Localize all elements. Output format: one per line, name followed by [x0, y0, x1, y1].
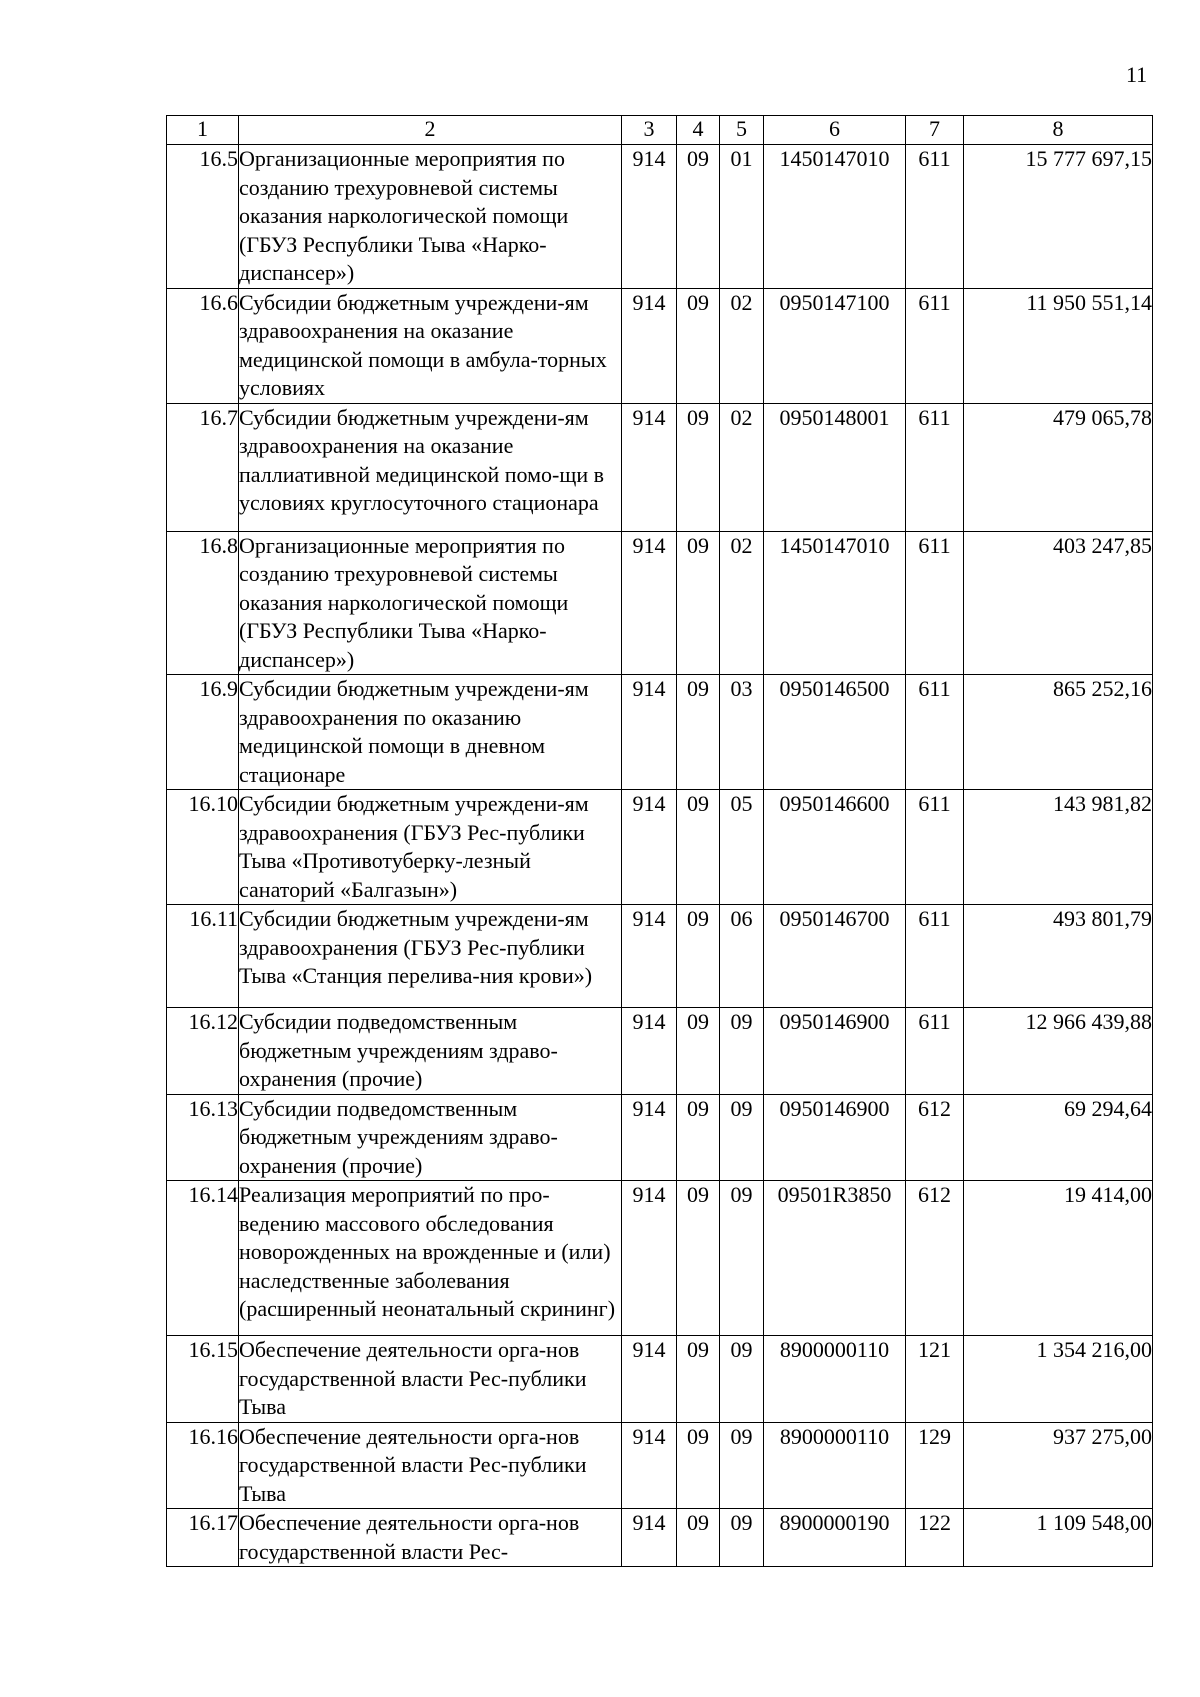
- column-header: 7: [906, 116, 964, 145]
- ministry-code: 914: [622, 145, 677, 289]
- expense-type-code: 611: [906, 675, 964, 790]
- subsection-code: 02: [720, 403, 764, 531]
- expense-description: Обеспечение деятельности орга-нов государственной власти Рес-публики Тыва: [239, 1422, 622, 1509]
- expense-type-code: 129: [906, 1422, 964, 1509]
- expense-type-code: 611: [906, 905, 964, 1008]
- section-code: 09: [677, 1509, 720, 1567]
- expense-type-code: 611: [906, 145, 964, 289]
- target-article-code: 0950148001: [764, 403, 906, 531]
- ministry-code: 914: [622, 790, 677, 905]
- subsection-code: 09: [720, 1181, 764, 1336]
- target-article-code: 0950146600: [764, 790, 906, 905]
- ministry-code: 914: [622, 403, 677, 531]
- subsection-code: 09: [720, 1008, 764, 1095]
- row-number: 16.6: [167, 288, 239, 403]
- expense-description: Организационные мероприятия по созданию трехуровневой системы оказания наркологической помощи (ГБУЗ Республики Тыва «Нарко-диспансер»): [239, 531, 622, 675]
- subsection-code: 09: [720, 1094, 764, 1181]
- section-code: 09: [677, 1094, 720, 1181]
- subsection-code: 02: [720, 531, 764, 675]
- section-code: 09: [677, 531, 720, 675]
- amount: 15 777 697,15: [964, 145, 1153, 289]
- expense-description: Субсидии подведомственным бюджетным учреждениям здраво-охранения (прочие): [239, 1094, 622, 1181]
- ministry-code: 914: [622, 1336, 677, 1423]
- table-row: [167, 905, 1153, 1008]
- target-article-code: 0950146900: [764, 1008, 906, 1095]
- target-article-code: 1450147010: [764, 145, 906, 289]
- expense-type-code: 611: [906, 531, 964, 675]
- subsection-code: 09: [720, 1336, 764, 1423]
- ministry-code: 914: [622, 905, 677, 1008]
- subsection-code: 02: [720, 288, 764, 403]
- expense-type-code: 122: [906, 1509, 964, 1567]
- target-article-code: 0950146500: [764, 675, 906, 790]
- ministry-code: 914: [622, 288, 677, 403]
- amount: 1 109 548,00: [964, 1509, 1153, 1567]
- target-article-code: 0950146900: [764, 1094, 906, 1181]
- expense-description: Реализация мероприятий по про-ведению массового обследования новорожденных на врожденные и (или) наследственные заболевания (расширенный неонатальный скрининг): [239, 1181, 622, 1336]
- section-code: 09: [677, 288, 720, 403]
- expense-description: Организационные мероприятия по созданию трехуровневой системы оказания наркологической помощи (ГБУЗ Республики Тыва «Нарко-диспансер»): [239, 145, 622, 289]
- ministry-code: 914: [622, 1509, 677, 1567]
- amount: 403 247,85: [964, 531, 1153, 675]
- subsection-code: 03: [720, 675, 764, 790]
- section-code: 09: [677, 1336, 720, 1423]
- section-code: 09: [677, 790, 720, 905]
- amount: 493 801,79: [964, 905, 1153, 1008]
- expense-description: Обеспечение деятельности орга-нов государственной власти Рес-: [239, 1509, 622, 1567]
- column-header: 6: [764, 116, 906, 145]
- expense-description: Субсидии подведомственным бюджетным учреждениям здраво-охранения (прочие): [239, 1008, 622, 1095]
- amount: 11 950 551,14: [964, 288, 1153, 403]
- target-article-code: 8900000110: [764, 1336, 906, 1423]
- section-code: 09: [677, 1181, 720, 1336]
- row-number: 16.7: [167, 403, 239, 531]
- row-number: 16.9: [167, 675, 239, 790]
- subsection-code: 09: [720, 1422, 764, 1509]
- ministry-code: 914: [622, 1094, 677, 1181]
- expense-type-code: 611: [906, 1008, 964, 1095]
- column-header: 3: [622, 116, 677, 145]
- expense-description: Субсидии бюджетным учреждени-ям здравоохранения (ГБУЗ Рес-публики Тыва «Противотуберку-лезный санаторий «Балгазын»): [239, 790, 622, 905]
- ministry-code: 914: [622, 1008, 677, 1095]
- column-header: 8: [964, 116, 1153, 145]
- amount: 937 275,00: [964, 1422, 1153, 1509]
- section-code: 09: [677, 1008, 720, 1095]
- row-number: 16.12: [167, 1008, 239, 1095]
- target-article-code: 0950147100: [764, 288, 906, 403]
- target-article-code: 09501R3850: [764, 1181, 906, 1336]
- table-row: [167, 790, 1153, 905]
- section-code: 09: [677, 1422, 720, 1509]
- expense-description: Субсидии бюджетным учреждени-ям здравоохранения по оказанию медицинской помощи в дневном стационаре: [239, 675, 622, 790]
- table-row: [167, 1181, 1153, 1336]
- expense-description: Субсидии бюджетным учреждени-ям здравоохранения на оказание паллиативной медицинской помо-щи в условиях круглосуточного стационара: [239, 403, 622, 531]
- row-number: 16.17: [167, 1509, 239, 1567]
- row-number: 16.13: [167, 1094, 239, 1181]
- row-number: 16.14: [167, 1181, 239, 1336]
- ministry-code: 914: [622, 1181, 677, 1336]
- budget-table: [166, 115, 1153, 1567]
- amount: 143 981,82: [964, 790, 1153, 905]
- column-header: 5: [720, 116, 764, 145]
- subsection-code: 09: [720, 1509, 764, 1567]
- table-row: [167, 403, 1153, 531]
- page-number: 11: [1126, 62, 1148, 87]
- subsection-code: 05: [720, 790, 764, 905]
- amount: 19 414,00: [964, 1181, 1153, 1336]
- table-row: [167, 1336, 1153, 1423]
- target-article-code: 8900000190: [764, 1509, 906, 1567]
- table-row: [167, 1094, 1153, 1181]
- row-number: 16.11: [167, 905, 239, 1008]
- ministry-code: 914: [622, 531, 677, 675]
- table-row: [167, 288, 1153, 403]
- target-article-code: 0950146700: [764, 905, 906, 1008]
- amount: 479 065,78: [964, 403, 1153, 531]
- column-header: 4: [677, 116, 720, 145]
- expense-description: Субсидии бюджетным учреждени-ям здравоохранения на оказание медицинской помощи в амбула-торных условиях: [239, 288, 622, 403]
- row-number: 16.8: [167, 531, 239, 675]
- table-row: [167, 1008, 1153, 1095]
- expense-description: Субсидии бюджетным учреждени-ям здравоохранения (ГБУЗ Рес-публики Тыва «Станция перелива-ния крови»): [239, 905, 622, 1008]
- section-code: 09: [677, 905, 720, 1008]
- expense-type-code: 612: [906, 1181, 964, 1336]
- header-row: [167, 116, 1153, 145]
- table-row: [167, 145, 1153, 289]
- table-row: [167, 1422, 1153, 1509]
- row-number: 16.5: [167, 145, 239, 289]
- ministry-code: 914: [622, 675, 677, 790]
- amount: 12 966 439,88: [964, 1008, 1153, 1095]
- subsection-code: 06: [720, 905, 764, 1008]
- section-code: 09: [677, 675, 720, 790]
- target-article-code: 8900000110: [764, 1422, 906, 1509]
- expense-type-code: 611: [906, 403, 964, 531]
- amount: 1 354 216,00: [964, 1336, 1153, 1423]
- section-code: 09: [677, 403, 720, 531]
- table-row: [167, 1509, 1153, 1567]
- amount: 69 294,64: [964, 1094, 1153, 1181]
- column-header: 1: [167, 116, 239, 145]
- table-row: [167, 531, 1153, 675]
- expense-type-code: 611: [906, 288, 964, 403]
- table-row: [167, 675, 1153, 790]
- row-number: 16.16: [167, 1422, 239, 1509]
- expense-type-code: 612: [906, 1094, 964, 1181]
- section-code: 09: [677, 145, 720, 289]
- row-number: 16.10: [167, 790, 239, 905]
- amount: 865 252,16: [964, 675, 1153, 790]
- ministry-code: 914: [622, 1422, 677, 1509]
- expense-type-code: 121: [906, 1336, 964, 1423]
- row-number: 16.15: [167, 1336, 239, 1423]
- subsection-code: 01: [720, 145, 764, 289]
- expense-type-code: 611: [906, 790, 964, 905]
- column-header: 2: [239, 116, 622, 145]
- expense-description: Обеспечение деятельности орга-нов государственной власти Рес-публики Тыва: [239, 1336, 622, 1423]
- target-article-code: 1450147010: [764, 531, 906, 675]
